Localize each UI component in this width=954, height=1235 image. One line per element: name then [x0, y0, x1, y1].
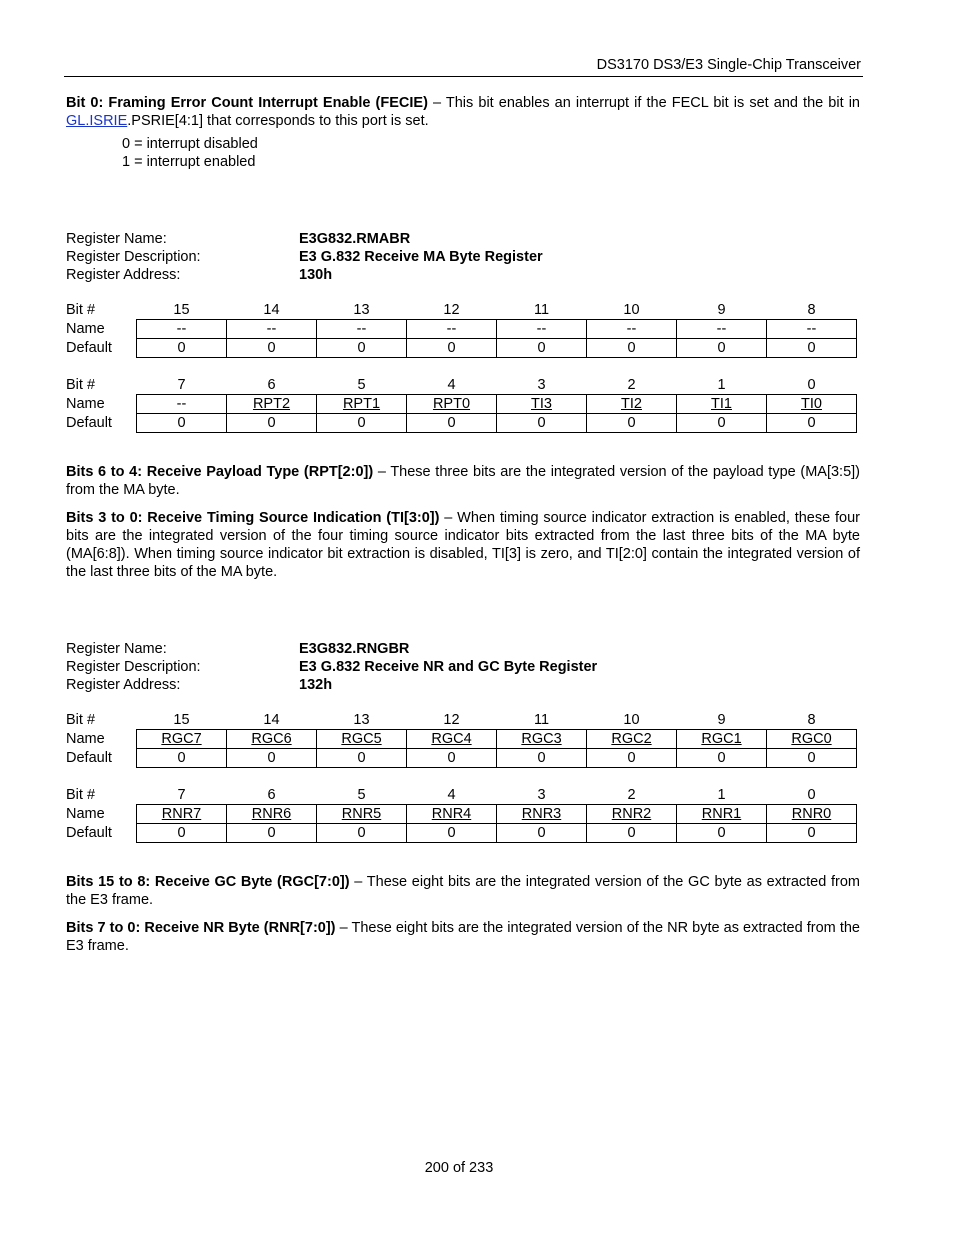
bit-number-label: Bit #: [66, 377, 96, 394]
bit-name-cell: --: [317, 320, 407, 339]
bit-number-cell: 11: [533, 302, 550, 318]
bit-name-text: RNR0: [791, 806, 832, 822]
bit-number-cell: 14: [263, 712, 280, 728]
bit-number-cell: 14: [263, 302, 280, 318]
bit-name-cell: [317, 730, 407, 749]
reg2-high-bits-table: [66, 711, 857, 768]
reg2-lo-bit-number-row: [66, 786, 857, 805]
bit-default-cell: 0: [767, 824, 857, 843]
fecie-text-1: – This bit enables an interrupt if the FECL bit is set and the bit in: [427, 95, 860, 111]
bit-number-cell: 8: [807, 302, 816, 318]
bit-default-cell: 0: [767, 749, 857, 768]
bit-number-cell: 10: [623, 712, 640, 728]
bit-number-cell: 1: [717, 787, 726, 803]
bit-name-text: RGC6: [251, 731, 292, 747]
bit-number-cell: 4: [447, 787, 456, 803]
bit-number-cell: 12: [443, 302, 460, 318]
bit-name-label: Name: [66, 321, 105, 337]
bit-number-cell: 6: [267, 787, 276, 803]
bit-name-cell: [587, 805, 677, 824]
bit-default-cell: 0: [227, 824, 317, 843]
reg1-address-label: Register Address:: [66, 267, 181, 283]
bit-number-cell: 15: [173, 712, 190, 728]
bit-number-cell: 2: [627, 377, 636, 393]
bit-name-text: RGC0: [791, 731, 832, 747]
rpt-description: [66, 463, 860, 499]
bit-default-label: Default: [66, 340, 112, 356]
bit-name-cell: --: [677, 320, 767, 339]
bit-default-label: Default: [66, 415, 112, 431]
bit-default-cell: 0: [317, 339, 407, 358]
bit-number-cell: 9: [717, 712, 726, 728]
bit-name-cell: --: [587, 320, 677, 339]
bit-name-text: RPT1: [342, 396, 381, 412]
bit-number-cell: 0: [807, 787, 816, 803]
reg2-description-label: Register Description:: [66, 659, 201, 675]
bit-name-cell: [587, 730, 677, 749]
bit-name-cell: [137, 805, 227, 824]
bit-name-text: TI3: [531, 396, 552, 412]
bit-name-cell: [317, 395, 407, 414]
bit-name-text: RNR6: [251, 806, 292, 822]
ti-heading: Bits 3 to 0: Receive Timing Source Indication (TI[3:0]): [66, 510, 440, 526]
header-rule: [64, 76, 863, 77]
reg2-hi-bit-name-row: [66, 730, 857, 749]
bit-name-text: RNR5: [341, 806, 382, 822]
bit-number-cell: 15: [173, 302, 190, 318]
bit-name-cell: --: [497, 320, 587, 339]
bit-name-text: RGC3: [521, 731, 562, 747]
bit-number-cell: 13: [353, 302, 370, 318]
rgc-heading: Bits 15 to 8: Receive GC Byte (RGC[7:0]): [66, 874, 350, 890]
rnr-heading: Bits 7 to 0: Receive NR Byte (RNR[7:0]): [66, 920, 336, 936]
reg2-description: E3 G.832 Receive NR and GC Byte Register: [299, 659, 598, 675]
bit-default-cell: 0: [587, 339, 677, 358]
bit-name-cell: [407, 395, 497, 414]
reg2-lo-bit-default-row: [66, 824, 857, 843]
bit-name-cell: [767, 730, 857, 749]
bit-name-cell: [767, 805, 857, 824]
bit-number-cell: 5: [357, 787, 366, 803]
bit-default-cell: 0: [677, 414, 767, 433]
reg1-lo-bit-name-row: [66, 395, 857, 414]
bit-name-cell: --: [137, 320, 227, 339]
bit-name-text: RNR7: [161, 806, 202, 822]
bit-default-cell: 0: [497, 824, 587, 843]
reg1-description: E3 G.832 Receive MA Byte Register: [299, 249, 543, 265]
bit-name-cell: [767, 395, 857, 414]
bit-default-cell: 0: [497, 339, 587, 358]
bit-default-cell: 0: [227, 414, 317, 433]
reg2-hi-bit-number-row: [66, 711, 857, 730]
bit-number-cell: 8: [807, 712, 816, 728]
rpt-text: – These three bits are the integrated version of the payload type (MA[3:5]) from the MA byte.: [66, 464, 861, 498]
bit-default-label: Default: [66, 825, 112, 841]
bit-number-cell: 10: [623, 302, 640, 318]
bit-number-cell: 5: [357, 377, 366, 393]
bit-name-label: Name: [66, 396, 105, 412]
bit-number-cell: 3: [537, 787, 546, 803]
bit-name-cell: --: [227, 320, 317, 339]
bit-name-text: TI0: [801, 396, 822, 412]
bit-default-cell: 0: [497, 749, 587, 768]
bit-number-label: Bit #: [66, 787, 96, 804]
bit-name-cell: [227, 730, 317, 749]
bit-default-cell: 0: [317, 749, 407, 768]
bit-default-cell: 0: [677, 749, 767, 768]
bit-default-cell: 0: [407, 824, 497, 843]
bit-name-label: Name: [66, 806, 105, 822]
bit-name-text: RGC5: [341, 731, 382, 747]
reg1-name-label: Register Name:: [66, 231, 167, 247]
bit-number-cell: 11: [533, 712, 550, 728]
bit-default-cell: 0: [407, 414, 497, 433]
bit-number-cell: 12: [443, 712, 460, 728]
bit-default-cell: 0: [317, 824, 407, 843]
bit-number-label: Bit #: [66, 302, 96, 319]
reg1-lo-bit-default-row: [66, 414, 857, 433]
bit-default-cell: 0: [587, 749, 677, 768]
bit-name-text: RNR3: [521, 806, 562, 822]
reg2-name-label: Register Name:: [66, 641, 167, 657]
reg1-address: 130h: [299, 267, 333, 283]
bit-default-cell: 0: [137, 339, 227, 358]
bit-default-cell: 0: [227, 339, 317, 358]
reg2-address: 132h: [299, 677, 333, 693]
fecie-text-2: .PSRIE[4:1] that corresponds to this port is set.: [127, 113, 429, 129]
bit-name-cell: [677, 395, 767, 414]
bit-name-cell: [677, 805, 767, 824]
bit-name-text: RGC1: [701, 731, 742, 747]
bit-number-cell: 13: [353, 712, 370, 728]
rgc-description: [66, 873, 860, 909]
bit-name-cell: [497, 805, 587, 824]
page-number: 200 of 233: [424, 1160, 494, 1176]
bit-default-cell: 0: [587, 824, 677, 843]
bit-number-cell: 7: [177, 377, 186, 393]
bit-name-text: RGC4: [431, 731, 472, 747]
bit-default-cell: 0: [677, 824, 767, 843]
bit-name-text: RNR2: [611, 806, 652, 822]
reg1-hi-bit-default-row: [66, 339, 857, 358]
rgc-text: – These eight bits are the integrated version of the GC byte as extracted from the E3 frame.: [66, 874, 861, 908]
rnr-text: – These eight bits are the integrated version of the NR byte as extracted from the E3 frame.: [66, 920, 860, 954]
bit-name-text: RPT2: [252, 396, 291, 412]
bit-name-text: RNR4: [431, 806, 472, 822]
fecie-option-1: 1 = interrupt enabled: [122, 154, 256, 170]
bit-name-cell: [227, 395, 317, 414]
reg1-hi-bit-number-row: [66, 301, 857, 320]
reg2-lo-bit-name-row: [66, 805, 857, 824]
bit-number-cell: 9: [717, 302, 726, 318]
bit-name-cell: [497, 395, 587, 414]
bit-name-cell: --: [407, 320, 497, 339]
bit-default-cell: 0: [767, 414, 857, 433]
reg1-low-bits-table: [66, 376, 857, 433]
bit-name-cell: [317, 805, 407, 824]
bit-name-text: RPT0: [432, 396, 471, 412]
reg2-address-label: Register Address:: [66, 677, 181, 693]
bit-name-cell: [587, 395, 677, 414]
bit-name-text: RGC2: [611, 731, 652, 747]
bit-name-text: TI1: [711, 396, 732, 412]
bit-default-cell: 0: [587, 414, 677, 433]
bit-default-cell: 0: [317, 414, 407, 433]
bit-default-cell: 0: [137, 414, 227, 433]
bit-number-cell: 6: [267, 377, 276, 393]
bit-name-text: RGC7: [161, 731, 202, 747]
fecie-description: [66, 94, 860, 130]
bit-name-text: TI2: [621, 396, 642, 412]
reg2-name: E3G832.RNGBR: [299, 641, 410, 657]
bit-name-cell: [407, 805, 497, 824]
bit-name-cell: [227, 805, 317, 824]
bit-number-cell: 3: [537, 377, 546, 393]
bit-name-label: Name: [66, 731, 105, 747]
bit-number-cell: 2: [627, 787, 636, 803]
gl-isrie-link[interactable]: GL.ISRIE: [66, 113, 128, 129]
bit-number-cell: 7: [177, 787, 186, 803]
bit-name-cell: [497, 730, 587, 749]
bit-number-cell: 1: [717, 377, 726, 393]
reg2-hi-bit-default-row: [66, 749, 857, 768]
reg1-hi-bit-name-row: [66, 320, 857, 339]
bit-default-cell: 0: [137, 749, 227, 768]
bit-default-cell: 0: [767, 339, 857, 358]
rnr-description: [66, 919, 860, 955]
fecie-heading: Bit 0: Framing Error Count Interrupt Enable (FECIE): [66, 95, 428, 111]
reg1-high-bits-table: [66, 301, 857, 358]
rpt-heading: Bits 6 to 4: Receive Payload Type (RPT[2:0]): [66, 464, 374, 480]
bit-name-cell: [137, 730, 227, 749]
reg1-name: E3G832.RMABR: [299, 231, 411, 247]
bit-number-label: Bit #: [66, 712, 96, 729]
bit-name-cell: [407, 730, 497, 749]
bit-name-cell: [677, 730, 767, 749]
bit-number-cell: 4: [447, 377, 456, 393]
bit-default-cell: 0: [407, 339, 497, 358]
ti-description: [66, 509, 860, 581]
bit-default-cell: 0: [227, 749, 317, 768]
fecie-option-0: 0 = interrupt disabled: [122, 136, 258, 152]
reg1-info: [66, 230, 543, 284]
bit-number-cell: 0: [807, 377, 816, 393]
reg1-description-label: Register Description:: [66, 249, 201, 265]
bit-default-cell: 0: [677, 339, 767, 358]
bit-name-text: RNR1: [701, 806, 742, 822]
bit-default-cell: 0: [137, 824, 227, 843]
reg1-lo-bit-number-row: [66, 376, 857, 395]
reg2-low-bits-table: [66, 786, 857, 843]
bit-default-cell: 0: [497, 414, 587, 433]
page-header-title: DS3170 DS3/E3 Single-Chip Transceiver: [596, 57, 861, 73]
bit-default-label: Default: [66, 750, 112, 766]
ti-text: – When timing source indicator extraction is enabled, these four bits are the integrated version of the four timing source indicator bits extracted from the last three bits of the MA byte (MA[6:8]). When timing source indicator bit extraction is disabled, TI[3] is zero, and TI[2:0] contain the integrated version of the last three bits of the MA byte.: [66, 510, 860, 580]
bit-name-cell: --: [767, 320, 857, 339]
bit-name-cell: --: [137, 395, 227, 414]
reg2-info: [66, 640, 597, 694]
bit-default-cell: 0: [407, 749, 497, 768]
